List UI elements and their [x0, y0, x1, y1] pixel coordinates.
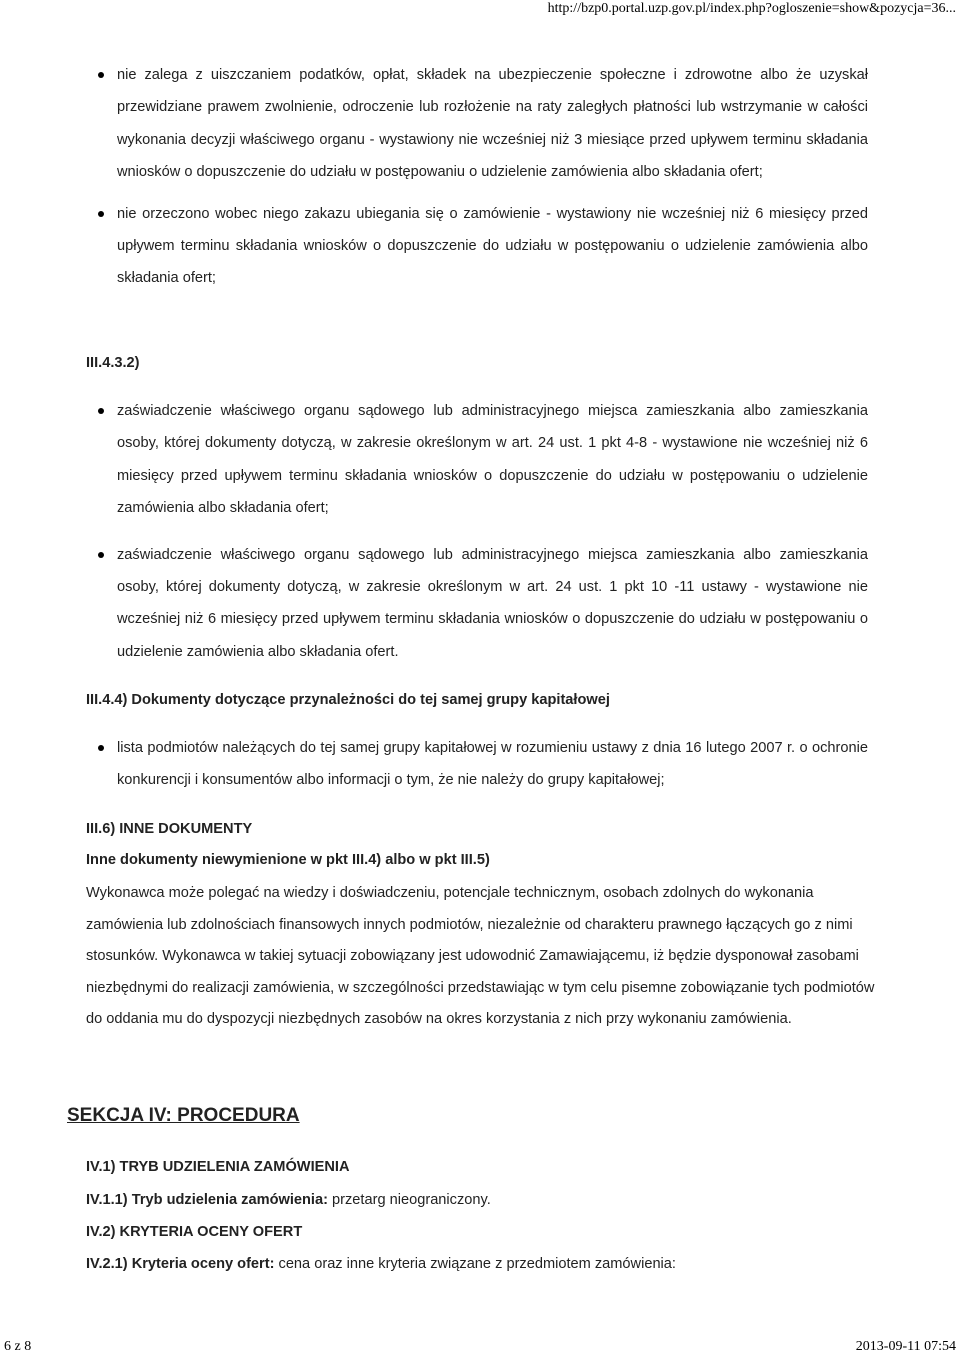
field-iv-1-1	[86, 1192, 491, 1208]
field-label: IV.2.1) Kryteria oceny ofert:	[86, 1256, 275, 1272]
paragraph-iii-6: Wykonawca może polegać na wiedzy i doświadczeniu, potencjale technicznym, osobach zdolnych do wykonania zamówienia lub zdolnościach finansowych innych podmiotów, niezależnie od charakteru prawnego łączących go z nimi stosunków. Wykonawca w takiej sytuacji zobowiązany jest udowodnić Zamawiającemu, iż będzie dysponował zasobami niezbędnymi do realizacji zamówienia, w szczególności przedstawiając w tym celu pisemne zobowiązanie tych podmiotów do oddania mu do dyspozycji niezbędnych zasobów na okres korzystania z nich przy wykonaniu zamówienia.	[86, 885, 875, 1028]
print-header-url: http://bzp0.portal.uzp.gov.pl/index.php?ogloszenie=show&pozycja=36...	[547, 1, 956, 16]
field-label: IV.1.1) Tryb udzielenia zamówienia:	[86, 1192, 328, 1208]
print-footer-page: 6 z 8	[4, 1339, 32, 1354]
bullet-icon	[98, 211, 104, 217]
field-value: przetarg nieograniczony.	[332, 1192, 491, 1208]
section-label-iii-4-4: III.4.4) Dokumenty dotyczące przynależności do tej samej grupy kapitałowej	[86, 692, 610, 708]
bullet-list-iii-4-3-2	[117, 395, 868, 668]
bullet-icon	[98, 745, 104, 751]
heading-iv-2: IV.2) KRYTERIA OCENY OFERT	[86, 1224, 303, 1240]
list-item-text: zaświadczenie właściwego organu sądowego lub administracyjnego miejsca zamieszkania albo zamieszkania osoby, której dokumenty dotyczą, w zakresie określonym w art. 24 ust. 1 pkt 10 -11 ustawy - wystawione nie wcześniej niż 6 miesięcy przed upływem terminu składania wniosków o dopuszczenie do udziału w postępowaniu o udzielenie zamówienia albo składania ofert.	[117, 546, 868, 660]
field-value: cena oraz inne kryteria związane z przedmiotem zamówienia:	[278, 1256, 676, 1272]
list-item	[117, 732, 868, 797]
list-item	[117, 395, 868, 525]
list-item	[117, 59, 868, 189]
bullet-list-iii-4-4	[117, 732, 868, 797]
bullet-icon	[98, 72, 104, 78]
section-label-iii-6: III.6) INNE DOKUMENTY	[86, 821, 253, 837]
list-item-text: nie zalega z uiszczaniem podatków, opłat, składek na ubezpieczenie społeczne i zdrowotne albo że uzyskał przewidziane prawem zwolnienie, odroczenie lub rozłożenie na raty zaległych płatności lub wstrzymanie w całości wykonania decyzji właściwego organu - wystawiony nie wcześniej niż 3 miesiące przed upływem terminu składania wniosków o dopuszczenie do udziału w postępowaniu o udzielenie zamówienia albo składania ofert;	[117, 67, 868, 181]
section-label-iii-4-3-2: III.4.3.2)	[86, 355, 140, 371]
section-sublabel-iii-6: Inne dokumenty niewymienione w pkt III.4) albo w pkt III.5)	[86, 852, 490, 868]
heading-iv-1: IV.1) TRYB UDZIELENIA ZAMÓWIENIA	[86, 1159, 350, 1175]
print-footer-datetime: 2013-09-11 07:54	[855, 1339, 956, 1354]
list-item	[117, 198, 868, 295]
field-iv-2-1	[86, 1256, 676, 1272]
list-item	[117, 539, 868, 669]
section-title-iv: SEKCJA IV: PROCEDURA	[67, 1105, 300, 1126]
list-item-text: zaświadczenie właściwego organu sądowego lub administracyjnego miejsca zamieszkania albo zamieszkania osoby, której dokumenty dotyczą, w zakresie określonym w art. 24 ust. 1 pkt 4-8 - wystawione nie wcześniej niż 6 miesięcy przed upływem terminu składania wniosków o dopuszczenie do udziału w postępowaniu o udzielenie zamówienia albo składania ofert;	[117, 403, 868, 517]
bullet-list-iii-4-2	[117, 59, 868, 295]
list-item-text: lista podmiotów należących do tej samej grupy kapitałowej w rozumieniu ustawy z dnia 16 lutego 2007 r. o ochronie konkurencji i konsumentów albo informacji o tym, że nie należy do grupy kapitałowej;	[117, 740, 868, 789]
bullet-icon	[98, 552, 104, 558]
list-item-text: nie orzeczono wobec niego zakazu ubiegania się o zamówienie - wystawiony nie wcześniej niż 6 miesięcy przed upływem terminu składania wniosków o dopuszczenie do udziału w postępowaniu o udzielenie zamówienia albo składania ofert;	[117, 205, 868, 287]
bullet-icon	[98, 408, 104, 414]
